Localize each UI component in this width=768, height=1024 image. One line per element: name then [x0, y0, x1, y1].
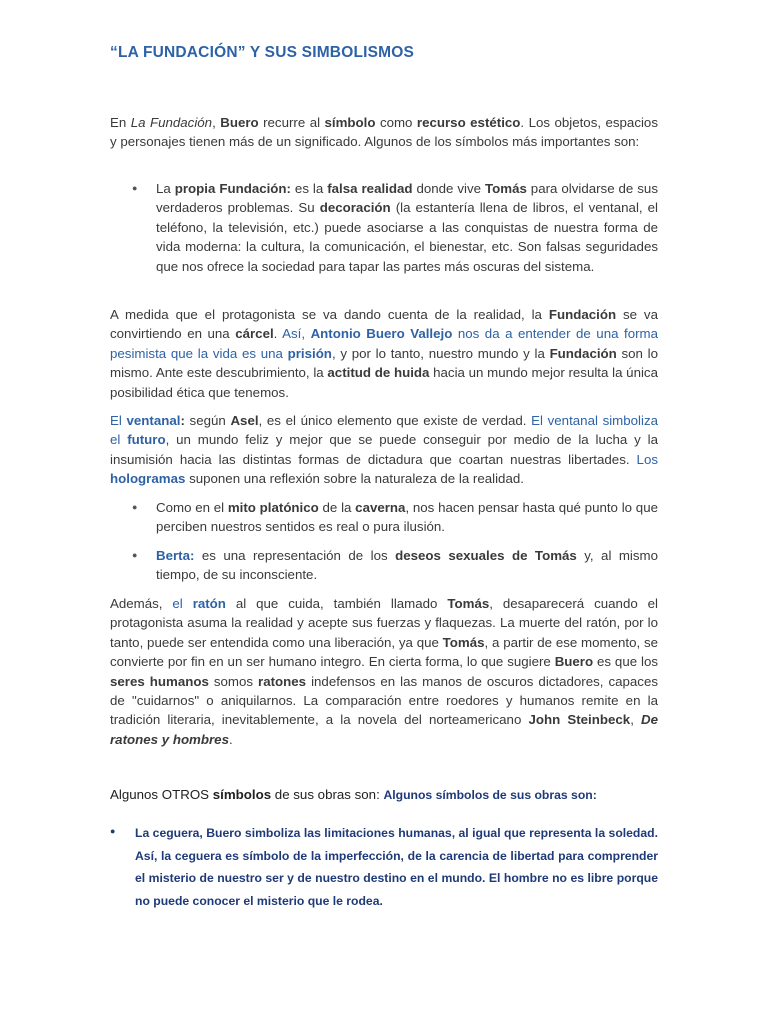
- text: , desaparecerá cuando el protagonista asuma la realidad y acepte sus fuerzas y flaquezas. La muerte del ratón, por lo tanto, puede ser entendida como una liberación, ya que: [110, 596, 659, 650]
- text: Como en el: [156, 500, 228, 515]
- text: ratones: [258, 673, 307, 689]
- text: Tomás: [442, 634, 485, 650]
- text: ,: [630, 712, 642, 728]
- page-title: “LA FUNDACIÓN” Y SUS SIMBOLISMOS: [110, 44, 415, 61]
- text: al que cuida, también llamado: [225, 596, 448, 611]
- text: De ratones y hombres: [110, 712, 659, 747]
- text: indefensos en las manos de oscuros dictadores, capaces de "cuidarnos" o aniquilarnos. La comparación entre roedores y humanos remite en la tradición literaria, inevitablemente, a la novela del norteamericano: [110, 673, 658, 728]
- bullet-berta: [156, 546, 658, 585]
- text: son lo mismo. Ante este descubrimiento, la: [110, 345, 658, 381]
- text: En: [110, 115, 131, 130]
- text: John Steinbeck: [528, 712, 631, 728]
- text: cárcel: [235, 326, 274, 342]
- text: Berta:: [156, 548, 195, 563]
- text: Algunos OTROS: [110, 787, 213, 802]
- text: decoración: [319, 200, 391, 216]
- text: es una representación de los: [194, 548, 396, 563]
- text: de la: [318, 500, 356, 515]
- bullet-fundacion: [156, 179, 658, 276]
- bullet-icon: ●: [132, 550, 138, 560]
- text: hologramas: [110, 471, 186, 487]
- text: , un mundo feliz y mejor que se puede conseguir por medio de la lucha y la insumisión hacia las distintas formas de dictadura que coartan nuestras libertades.: [110, 432, 659, 467]
- text: ,: [212, 115, 221, 130]
- paragraph-ventanal: [110, 411, 658, 489]
- text: y, al mismo tiempo, de su inconsciente.: [156, 548, 658, 583]
- text: propia Fundación:: [174, 181, 291, 196]
- paragraph-raton: [110, 594, 658, 749]
- text: La Fundación: [130, 115, 213, 130]
- text: Buero: [220, 115, 259, 130]
- text: para olvidarse de sus verdaderos problemas. Su: [156, 181, 658, 216]
- text: Fundación: [549, 345, 617, 361]
- text: actitud de huida: [327, 365, 430, 381]
- text: se va convirtiendo en una: [110, 307, 658, 342]
- bullet-ceguera: [135, 822, 658, 912]
- text: Los: [636, 451, 658, 467]
- text: recurso estético: [416, 115, 521, 130]
- text: suponen una reflexión sobre la naturaleza de la realidad.: [185, 471, 524, 487]
- text: (la estantería llena de libros, el ventanal, el teléfono, la televisión, etc.) puede asociarse a las conquistas de nuestra forma de vida moderna: la cultura, la comunicación, el bienestar, etc. Son falsas seguridades que nos ofrece la sociedad para tapar las partes más oscuras del sistema.: [156, 200, 658, 274]
- text: futuro: [127, 432, 166, 448]
- text: Tomás: [447, 596, 490, 611]
- text: Asel: [230, 413, 259, 428]
- text: El: [110, 413, 127, 428]
- text: donde vive: [412, 181, 485, 196]
- text: seres humanos: [110, 673, 209, 689]
- bullet-icon: ●: [132, 183, 138, 193]
- text: , es el único elemento que existe de verdad.: [258, 413, 532, 428]
- other-symbols-heading: [110, 787, 597, 802]
- text: ratón: [192, 596, 226, 611]
- text: Antonio Buero Vallejo: [310, 326, 453, 342]
- intro-paragraph: [110, 113, 658, 152]
- text: caverna: [355, 500, 406, 515]
- text: recurre al: [258, 115, 325, 130]
- text: deseos sexuales de Tomás: [395, 548, 577, 563]
- text: .: [273, 326, 283, 342]
- text: Algunos símbolos de sus obras son:: [383, 788, 597, 802]
- bullet-mito: [156, 498, 658, 537]
- text: . Los objetos, espacios y personajes tienen más de un significado. Algunos de los símbolos más importantes son:: [110, 115, 658, 150]
- text: La: [156, 181, 175, 196]
- text: :: [180, 413, 185, 428]
- bullet-icon: ●: [132, 502, 138, 512]
- text: de sus obras son:: [271, 787, 384, 802]
- text: nos da a entender de una forma pesimista que la vida es una: [110, 326, 658, 361]
- text: El ventanal simboliza el: [110, 413, 658, 448]
- text: símbolo: [324, 115, 376, 130]
- text: , nos hacen pensar hasta qué punto lo que perciben nuestros sentidos es real o pura ilusión.: [156, 500, 658, 535]
- bullet-icon: ●: [110, 826, 116, 836]
- text: La ceguera, Buero simboliza las limitaciones humanas, al igual que representa la soledad. Así, la ceguera es símbolo de la imperfección, de la carencia de libertad para comprender el misterio de nuestro ser y de nuestro destino en el mundo. El hombre no es libre porque no puede conocer el misterio que le rodea.: [135, 826, 658, 908]
- text: según: [184, 413, 231, 428]
- text: ventanal: [126, 413, 181, 428]
- text: Además,: [110, 596, 173, 611]
- text: es que los: [593, 654, 658, 670]
- text: Buero: [554, 654, 594, 670]
- text: A medida que el protagonista se va dando cuenta de la realidad, la: [110, 307, 549, 322]
- text: somos: [208, 673, 259, 689]
- text: Así,: [282, 326, 311, 342]
- text: hacia un mundo mejor resulta la única posibilidad ética que tenemos.: [110, 365, 658, 400]
- text: símbolos: [212, 787, 272, 802]
- text: , a partir de ese momento, se convierte por fin en un ser humano integro. En cierta forma, lo que sugiere: [110, 634, 658, 670]
- text: falsa realidad: [327, 181, 413, 196]
- text: Tomás: [484, 181, 527, 196]
- text: el: [172, 596, 193, 611]
- text: como: [375, 115, 417, 130]
- text: mito platónico: [227, 500, 319, 515]
- text: es la: [290, 181, 328, 196]
- text: prisión: [287, 345, 332, 361]
- paragraph-carcel: [110, 305, 658, 402]
- text: .: [228, 731, 233, 747]
- text: Fundación: [548, 307, 617, 322]
- text: , y por lo tanto, nuestro mundo y la: [331, 345, 550, 361]
